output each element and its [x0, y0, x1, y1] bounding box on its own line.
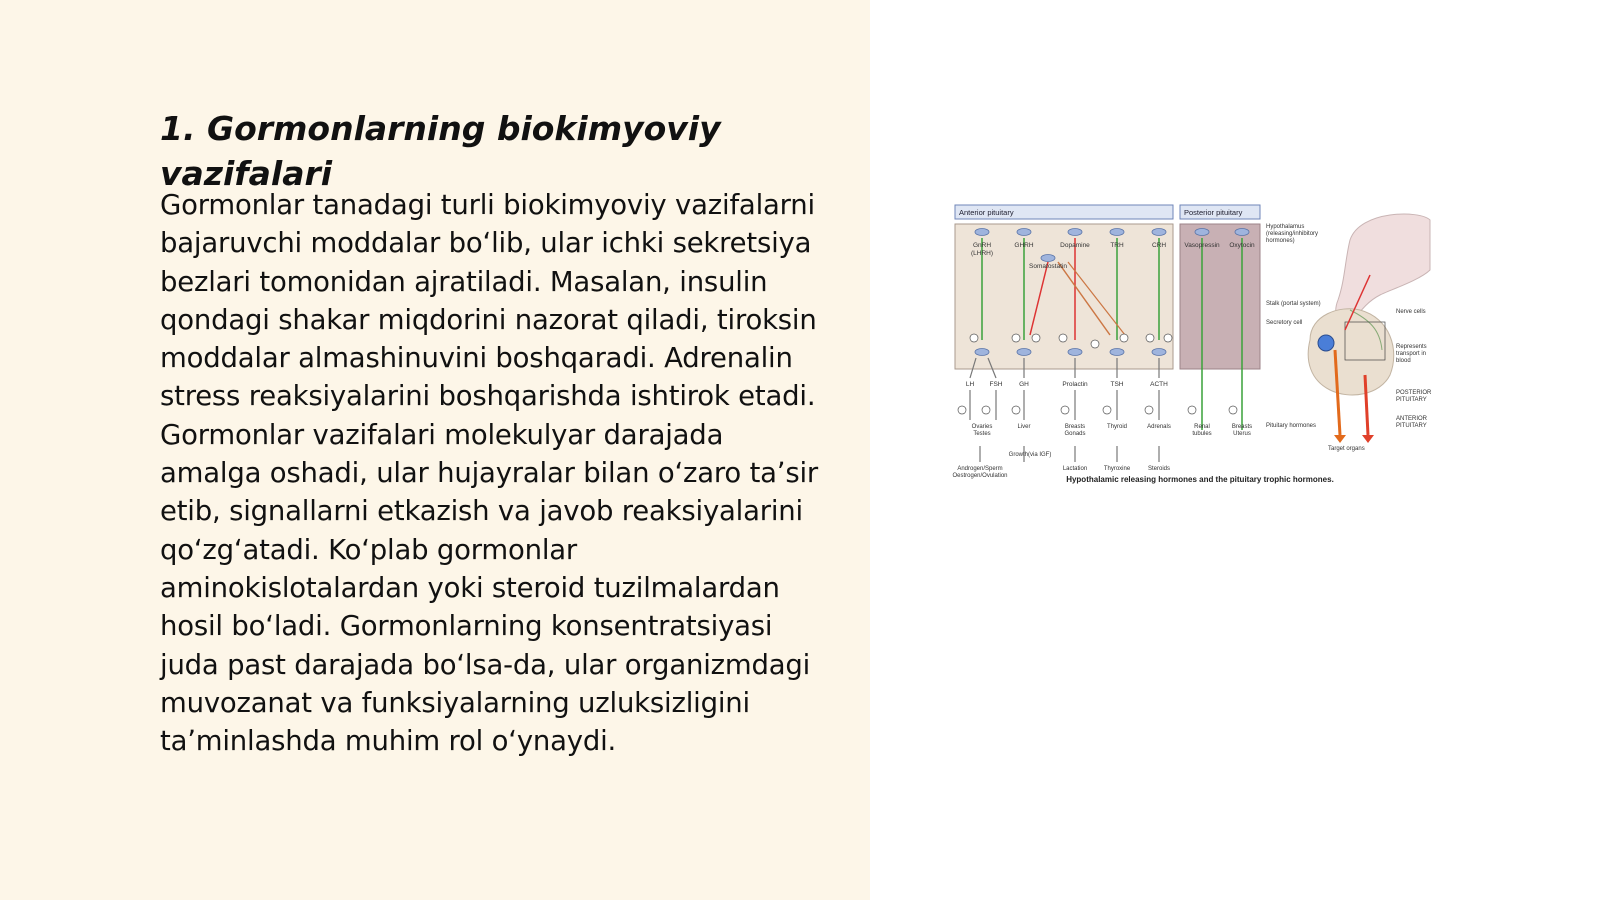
slide-body: Gormonlar tanadagi turli biokimyoviy vazifalarni bajaruvchi moddalar boʻlib, ular ichki sekretsiya bezlari tomonidan ajratiladi. Masalan, insulin qondagi shakar miqdorini nazorat qiladi, tiroksin moddalar almashinuvini boshqaradi. Adrenalin stress reaksiyalarini boshqarishda ishtirok etadi. Gormonlar vazifalari molekulyar darajada amalga oshadi, ular hujayralar bilan oʻzaro taʼsir etib, signallarni etkazish va javob reaksiyalarini qoʻzgʻatadi. Koʻplab gormonlar aminokislotalardan yoki steroid tuzilmalardan hosil boʻladi. Gormonlarning konsentratsiyasi juda past darajada boʻlsa-da, ular organizmdagi muvozanat va funksiyalarning uzluksizligini taʼminlashda muhim rol oʻynaydi. [160, 189, 819, 758]
somatostatin-label: Somatostatin [1029, 263, 1067, 270]
secretory-cell-label: Secretory cell [1266, 320, 1303, 326]
releasing-hormone-label: Dopamine [1060, 242, 1090, 249]
anterior-pituitary-label: PITUITARY [1396, 423, 1427, 429]
target-label: Breasts [1064, 424, 1086, 430]
target-label: Uterus [1233, 431, 1251, 437]
gnrh-sub-label: (LHRH) [970, 250, 994, 257]
stalk-label: Stalk (portal system) [1266, 301, 1321, 307]
product-label: Growth(via IGF) [1008, 452, 1052, 458]
transport-label: Represents [1396, 344, 1427, 350]
target-label: Liver [1017, 424, 1031, 430]
posterior-header: Posterior pituitary [1184, 208, 1243, 217]
hypothalamus-label: hormones) [1266, 238, 1295, 244]
target-label: Ovaries [971, 424, 993, 430]
target-label: Testes [973, 431, 991, 437]
posterior-pituitary-label: PITUITARY [1396, 397, 1427, 403]
hypothalamus-label: (releasing/inhibitory [1266, 231, 1319, 237]
product-label: Steroids [1147, 466, 1171, 472]
releasing-hormone-label: GHRH [1014, 242, 1034, 249]
hypothalamus-shape [1336, 214, 1430, 324]
transport-label: blood [1396, 358, 1411, 364]
posterior-hormone-label: Vasopressin [1184, 242, 1220, 249]
target-label: Renal [1194, 424, 1210, 430]
target-label: Breasts [1231, 424, 1253, 430]
secretory-cell-icon [1318, 335, 1334, 351]
product-label: Lactation [1062, 466, 1088, 472]
trophic-hormone-label: ACTH [1150, 381, 1168, 388]
trophic-hormone-label: TSH [1110, 381, 1124, 388]
trophic-hormone-label: Prolactin [1062, 381, 1088, 388]
product-label: Oestrogen/Ovulation [952, 473, 1008, 479]
target-label: Gonads [1064, 431, 1086, 437]
hypothalamus-label: Hypothalamus [1266, 224, 1305, 230]
releasing-hormone-label: TRH [1110, 242, 1124, 249]
target-organs-label: Target organs [1328, 446, 1365, 452]
anterior-header: Anterior pituitary [959, 208, 1014, 217]
nerve-cells-label: Nerve cells [1396, 309, 1426, 315]
target-label: Thyroid [1106, 424, 1128, 430]
transport-label: transport in [1396, 351, 1427, 357]
trophic-hormone-label: GH [1019, 381, 1029, 388]
posterior-pituitary-label: POSTERIOR [1396, 390, 1432, 396]
trophic-hormone-label: LH [965, 381, 975, 388]
product-label: Thyroxine [1103, 466, 1131, 472]
target-label: Adrenals [1147, 424, 1171, 430]
hormone-diagram [950, 200, 1450, 500]
trophic-hormone-label: FSH [989, 381, 1003, 388]
hormone-diagram-svg [950, 200, 1450, 500]
product-label: Androgen/Sperm [957, 466, 1003, 472]
posterior-hormone-label: Oxytocin [1229, 242, 1255, 249]
releasing-hormone-label: GnRH [972, 242, 992, 249]
releasing-hormone-label: CRH [1151, 242, 1167, 249]
anterior-pituitary-label: ANTERIOR [1396, 416, 1428, 422]
target-label: tubules [1192, 431, 1212, 437]
slide-title: 1. Gormonlarning biokimyoviy vazifalari [160, 109, 721, 193]
pituitary-hormones-label: Pituitary hormones [1266, 423, 1317, 429]
figure-caption: Hypothalamic releasing hormones and the pituitary trophic hormones. [1066, 475, 1334, 484]
